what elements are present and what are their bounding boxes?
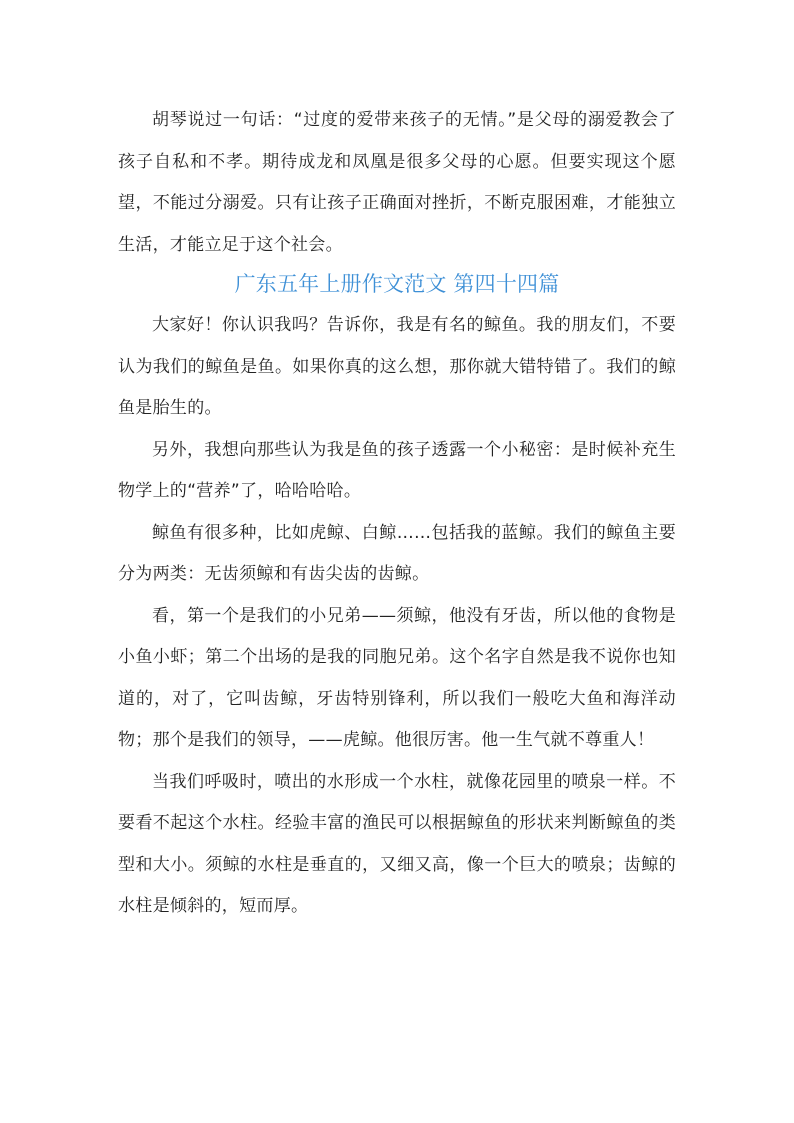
body-paragraph-2: 另外，我想向那些认为我是鱼的孩子透露一个小秘密：是时候补充生物学上的“营养”了，哈哈哈哈。 <box>118 439 676 501</box>
intro-section <box>118 100 676 266</box>
article-body <box>118 305 676 928</box>
body-paragraph-3: 鲸鱼有很多种，比如虎鲸、白鲸……包括我的蓝鲸。我们的鲸鱼主要分为两类：无齿须鲸和有齿尖齿的齿鲸。 <box>118 522 676 584</box>
body-paragraph-4: 看，第一个是我们的小兄弟——须鲸，他没有牙齿，所以他的食物是小鱼小虾；第二个出场的是我的同胞兄弟。这个名字自然是我不说你也知道的，对了，它叫齿鲸，牙齿特别锋利，所以我们一般吃大鱼和海洋动物；那个是我们的领导，——虎鲸。他很厉害。他一生气就不尊重人！ <box>118 605 676 750</box>
body-paragraph-1: 大家好！你认识我吗？告诉你，我是有名的鲸鱼。我的朋友们，不要认为我们的鲸鱼是鱼。如果你真的这么想，那你就大错特错了。我们的鲸鱼是胎生的。 <box>118 315 676 418</box>
article-title: 广东五年上册作文范文 第四十四篇 <box>234 272 560 296</box>
body-paragraph-5: 当我们呼吸时，喷出的水形成一个水柱，就像花园里的喷泉一样。不要看不起这个水柱。经验丰富的渔民可以根据鲸鱼的形状来判断鲸鱼的类型和大小。须鲸的水柱是垂直的，又细又高，像一个巨大的喷泉；齿鲸的水柱是倾斜的，短而厚。 <box>118 771 676 916</box>
intro-paragraph: 胡琴说过一句话：“过度的爱带来孩子的无情。”是父母的溺爱教会了孩子自私和不孝。期待成龙和凤凰是很多父母的心愿。但要实现这个愿望，不能过分溺爱。只有让孩子正确面对挫折，不断克服困难，才能独立生活，才能立足于这个社会。 <box>118 110 676 255</box>
